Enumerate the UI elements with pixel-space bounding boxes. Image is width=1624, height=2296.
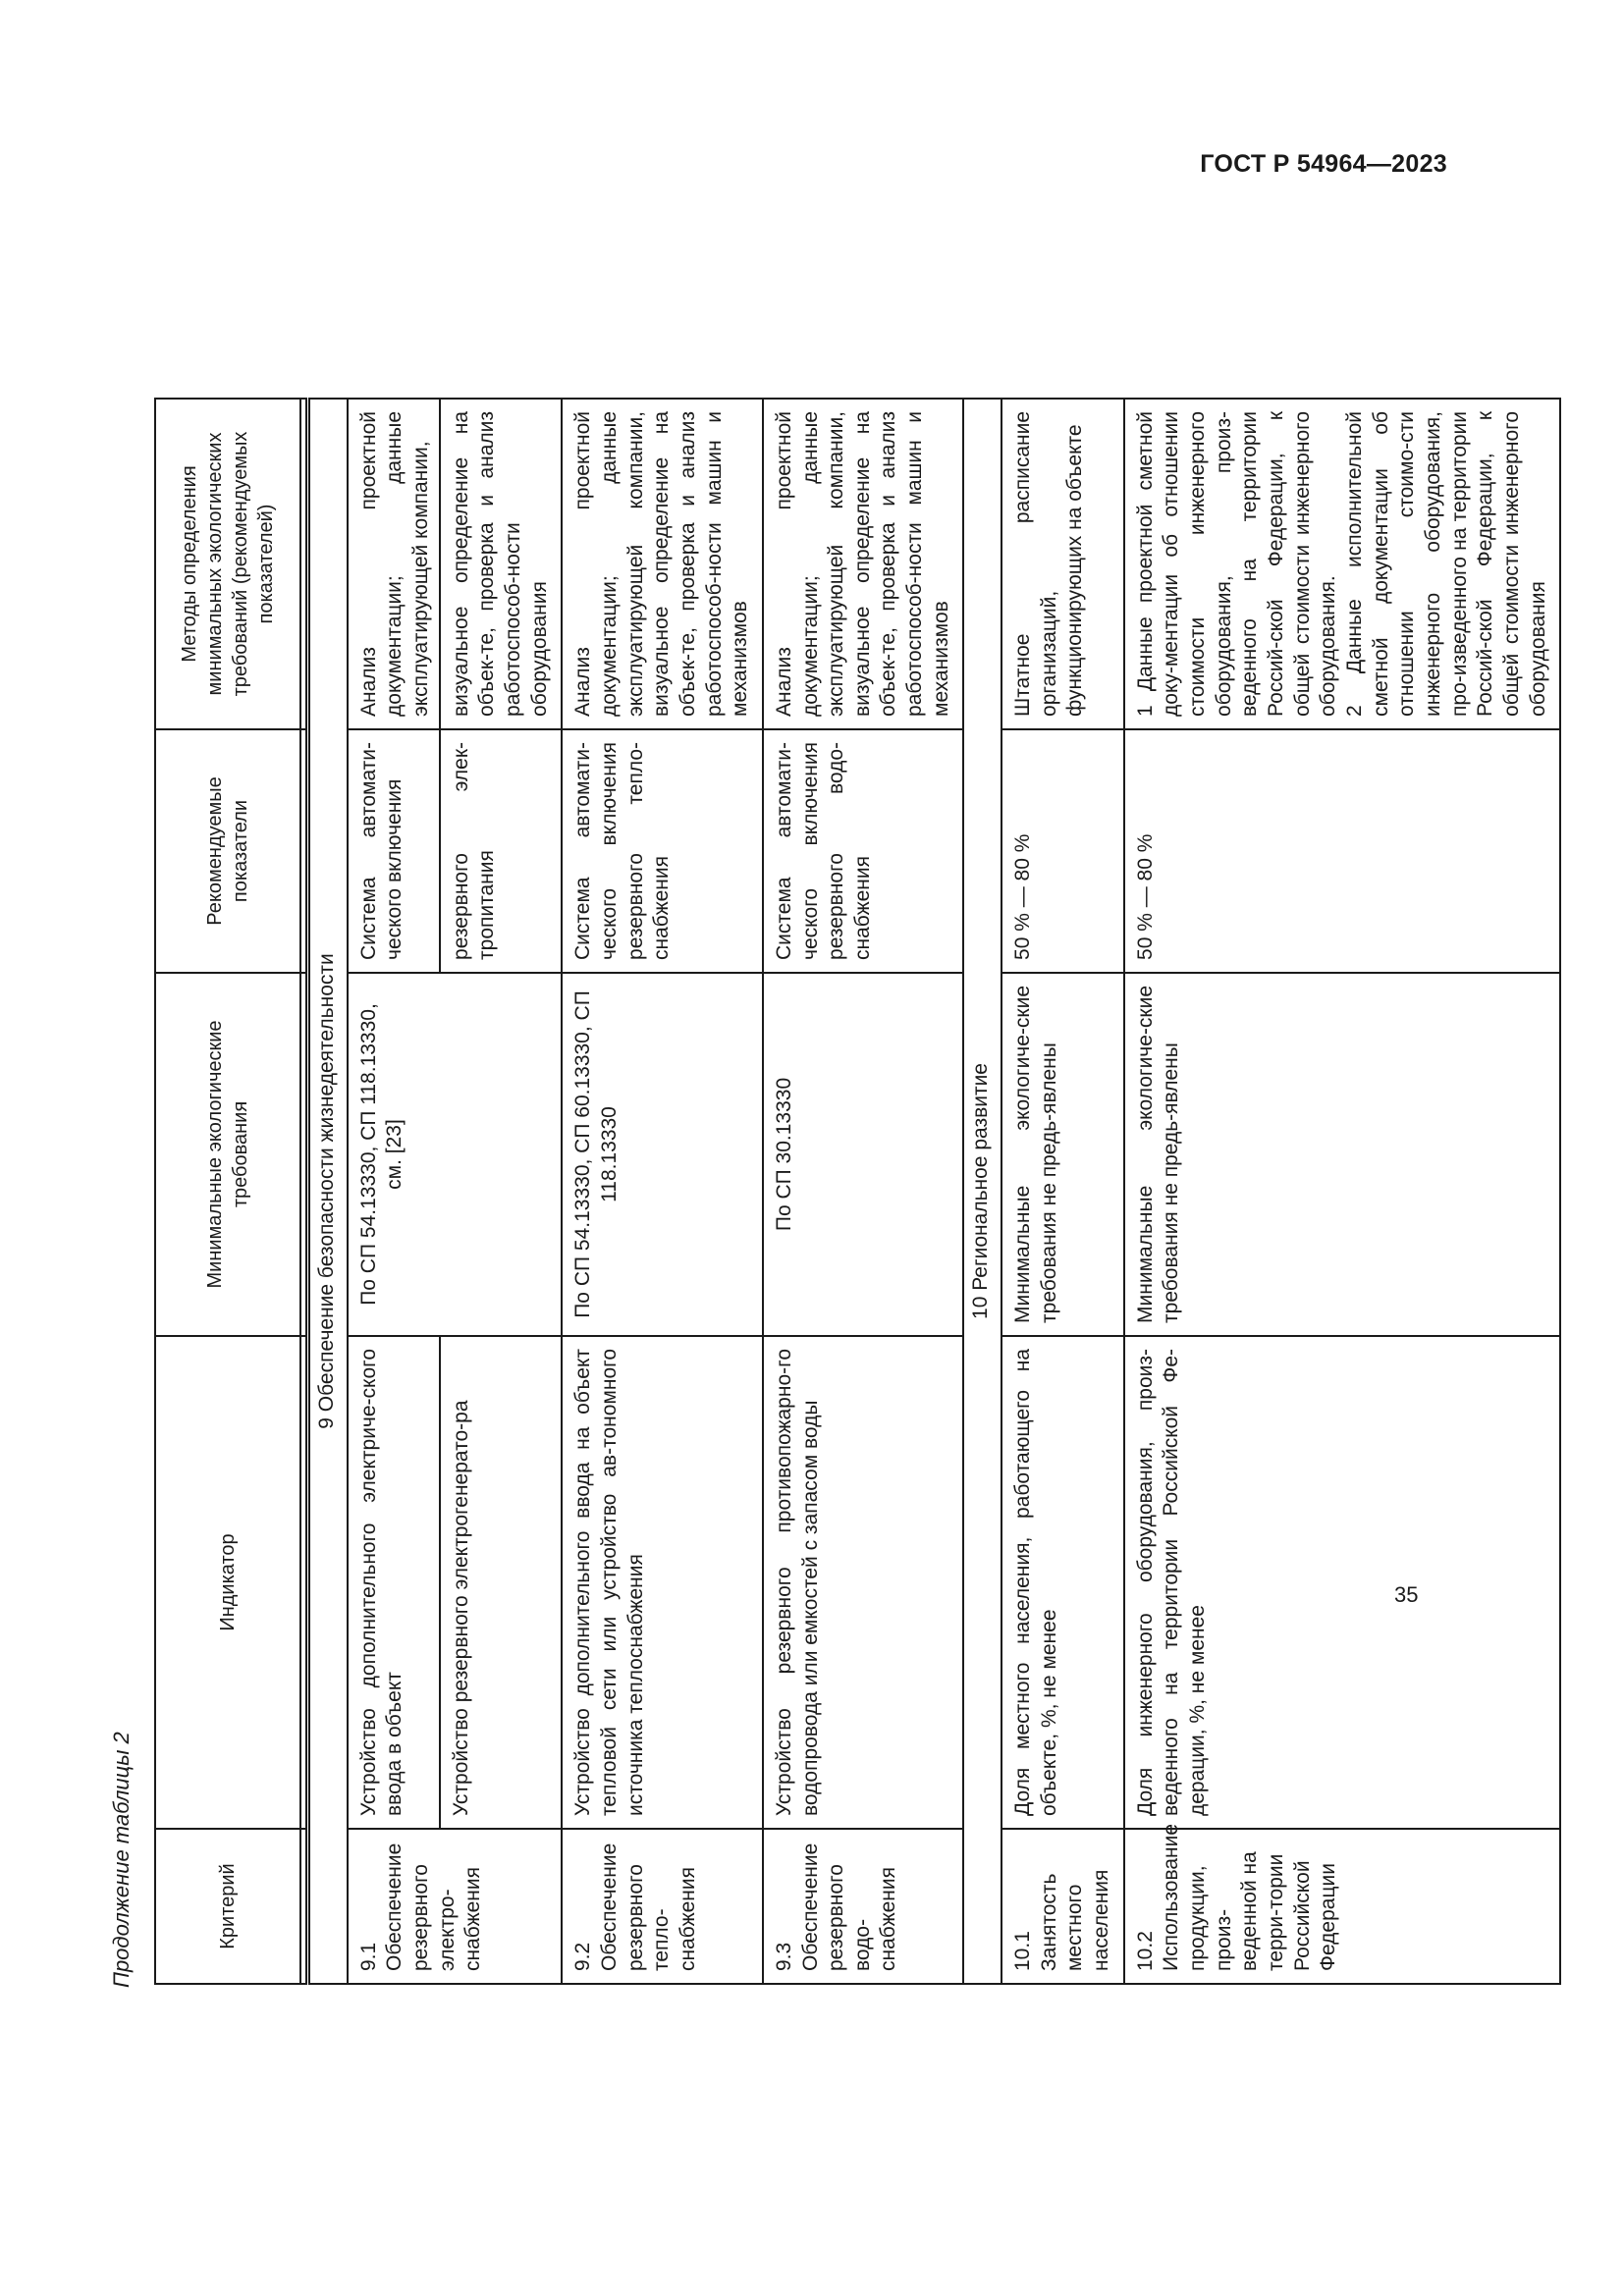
method-10-2-item-2: 2 Данные исполнительной сметной документации об отношении стоимо-сти инженерного оборудования, про-изведенного на территории Россий-ской Федерации, к общей стоимости инженерного оборудования	[1342, 410, 1549, 717]
requirement-9-1: По СП 54.13330, СП 118.13330, см. [23]	[348, 973, 563, 1336]
col-header-criterion: Критерий	[155, 1829, 300, 1984]
col-header-requirement: Минимальные экологические требования	[155, 973, 300, 1336]
table-caption: Продолжение таблицы 2	[109, 1732, 134, 1988]
criterion-10-2: 10.2 Использование продукции, произ-веденной на терри-тории Российской Федерации	[1124, 1829, 1561, 1984]
criterion-9-3: 9.3 Обеспечение резервного водо-снабжения	[763, 1829, 964, 1984]
section-row-10	[963, 399, 1001, 1984]
method-10-2	[1124, 399, 1561, 729]
requirements-table	[154, 398, 1561, 1985]
requirement-10-1: Минимальные экологиче-ские требования не предь-явлены	[1001, 973, 1124, 1336]
indicator-9-2: Устройство дополнительного ввода на объект тепловой сети или устройство ав-тономного источника теплоснабжения	[562, 1336, 763, 1829]
table-row-10-2	[1124, 399, 1561, 1984]
table-row-9-2	[562, 399, 763, 1984]
recommended-9-1a: Система автомати-ческого включения	[348, 729, 440, 973]
col-header-recommended: Рекомендуемые показатели	[155, 729, 300, 973]
header-double-rule	[300, 399, 308, 1984]
method-9-3: Анализ проектной документации; данные эксплуатирующей компании, визуальное определение на объек-те, проверка и анализ работоспособ-ности машин и механизмов	[763, 399, 964, 729]
criterion-10-1: 10.1 Занятость местного населения	[1001, 1829, 1124, 1984]
indicator-9-1a: Устройство дополнительного электриче-ского ввода в объект	[348, 1336, 440, 1829]
col-header-method: Методы определения минимальных экологических требований (рекомендуемых показателей)	[155, 399, 300, 729]
requirement-10-2: Минимальные экологиче-ские требования не предь-явлены	[1124, 973, 1561, 1336]
method-9-1b: визуальное определение на объек-те, проверка и анализ работоспособ-ности оборудования	[440, 399, 563, 729]
indicator-9-3: Устройство резервного противопожарно-го водопровода или емкостей с запасом воды	[763, 1336, 964, 1829]
method-9-2: Анализ проектной документации; данные эксплуатирующей компании, визуальное определение на объек-те, проверка и анализ работоспособ-ности машин и механизмов	[562, 399, 763, 729]
col-header-indicator: Индикатор	[155, 1336, 300, 1829]
rotated-page-content	[103, 0, 1549, 2022]
requirement-9-3: По СП 30.13330	[763, 973, 964, 1336]
indicator-9-1b: Устройство резервного электрогенерато-ра	[440, 1336, 563, 1829]
method-10-1: Штатное расписание организаций, функционирующих на объекте	[1001, 399, 1124, 729]
section-title-9: 9 Обеспечение безопасности жизнедеятельности	[308, 399, 348, 1984]
table-row-10-1	[1001, 399, 1124, 1984]
criterion-9-1: 9.1 Обеспечение резервного электро-снабжения	[348, 1829, 563, 1984]
table-row-9-1a	[348, 399, 440, 1984]
recommended-10-1: 50 % — 80 %	[1001, 729, 1124, 973]
indicator-10-2: Доля инженерного оборудования, произ-веденного на территории Российской Фе-дерации, %, не менее	[1124, 1336, 1561, 1829]
recommended-9-2: Система автомати-ческого включения резервного тепло-снабжения	[562, 729, 763, 973]
page-number: 35	[1394, 1582, 1419, 1607]
method-9-1a: Анализ проектной документации; данные эксплуатирующей компании,	[348, 399, 440, 729]
section-row-9	[308, 399, 348, 1984]
table-header-row	[155, 399, 300, 1984]
recommended-10-2: 50 % — 80 %	[1124, 729, 1561, 973]
section-title-10: 10 Региональное развитие	[963, 399, 1001, 1984]
standard-number: ГОСТ Р 54964—2023	[1200, 150, 1447, 178]
criterion-9-2: 9.2 Обеспечение резервного тепло-снабжения	[562, 1829, 763, 1984]
indicator-10-1: Доля местного населения, работающего на объекте, %, не менее	[1001, 1336, 1124, 1829]
table-row-9-3	[763, 399, 964, 1984]
recommended-9-1b: резервного элек-тропитания	[440, 729, 563, 973]
requirement-9-2: По СП 54.13330, СП 60.13330, СП 118.13330	[562, 973, 763, 1336]
method-10-2-item-1: 1 Данные проектной сметной доку-ментации об отношении стоимости инженерного оборудования, произ-веденного на территории Россий-ской Федерации, к общей стоимости инженерного оборудования.	[1133, 410, 1340, 717]
recommended-9-3: Система автомати-ческого включения резервного водо-снабжения	[763, 729, 964, 973]
